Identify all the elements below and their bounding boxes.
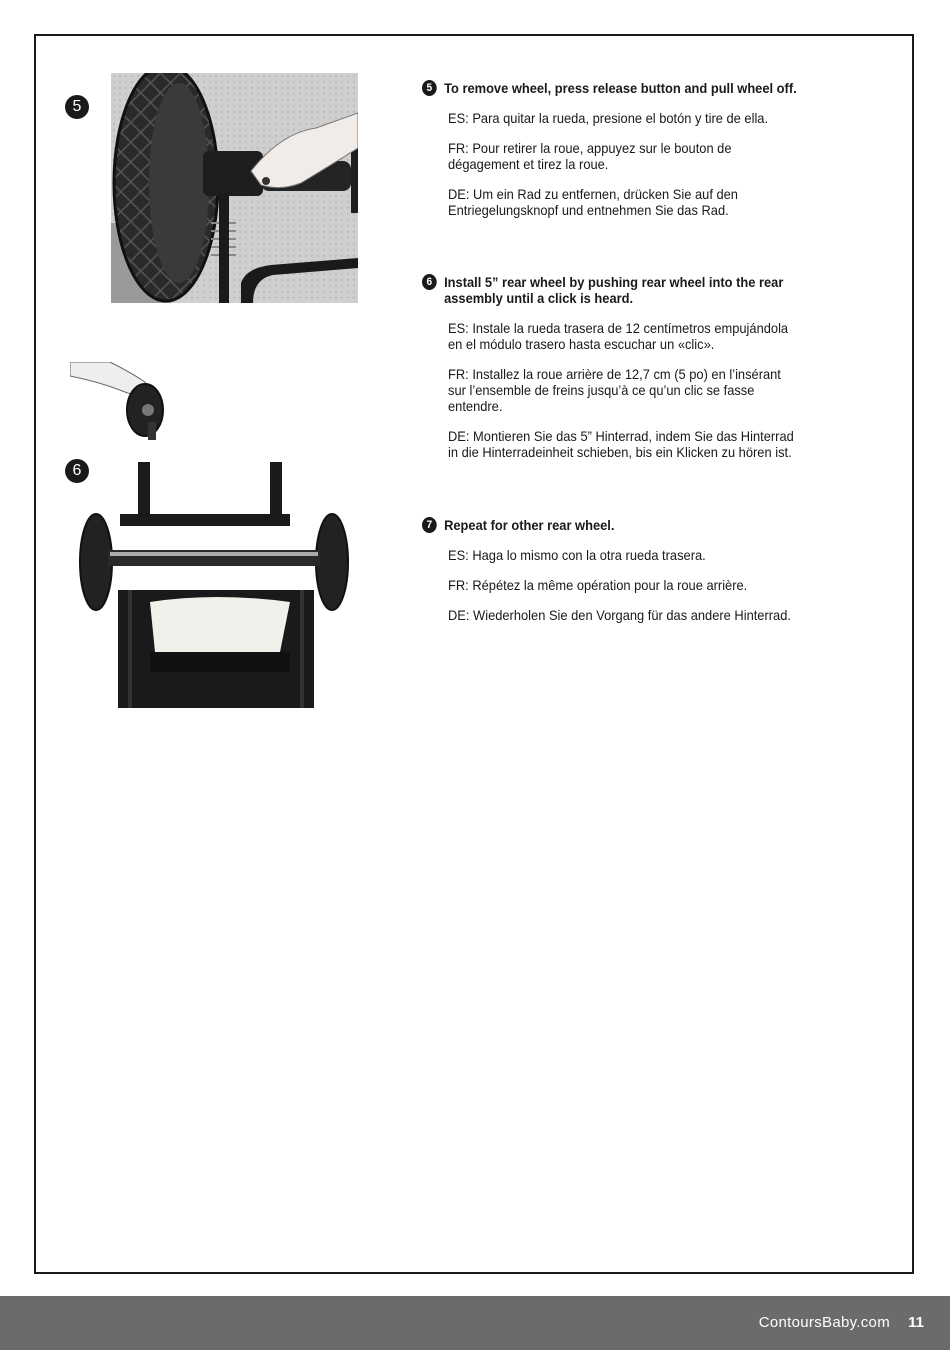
step-7-number: 7 (422, 517, 437, 533)
step-7-title: Repeat for other rear wheel. (444, 517, 615, 533)
step-5-fr: FR: Pour retirer la roue, appuyez sur le bouton de dégagement et tirez la roue. (448, 140, 732, 172)
wheel-removal-illustration (111, 73, 358, 303)
step-6-title-row (422, 274, 799, 306)
step-6 (422, 274, 832, 474)
step-5-title-row (422, 80, 799, 96)
step-7 (422, 517, 832, 637)
step-5 (422, 80, 832, 232)
figure-6-badge: 6 (65, 459, 89, 483)
step-5-de: DE: Um ein Rad zu entfernen, drücken Sie auf den Entriegelungsknopf und entnehmen Sie das Rad. (448, 186, 738, 218)
wheel-install-photo (70, 362, 360, 708)
wheel-removal-photo (111, 73, 358, 303)
step-6-es: ES: Instale la rueda trasera de 12 centímetros empujándola en el módulo trasero hasta escuchar un «clic». (448, 320, 789, 352)
step-6-de: DE: Montieren Sie das 5” Hinterrad, indem Sie das Hinterrad in die Hinterradeinheit schieben, bis ein Klicken zu hören ist. (448, 428, 794, 460)
wheel-install-illustration (70, 362, 360, 708)
step-7-title-row (422, 517, 799, 533)
footer-page-number: 11 (908, 1314, 924, 1331)
step-7-de: DE: Wiederholen Sie den Vorgang für das andere Hinterrad. (448, 607, 791, 623)
step-5-es: ES: Para quitar la rueda, presione el botón y tire de ella. (448, 110, 769, 126)
step-7-es: ES: Haga lo mismo con la otra rueda trasera. (448, 547, 706, 563)
step-5-number: 5 (422, 80, 437, 96)
step-7-fr: FR: Répétez la même opération pour la roue arrière. (448, 577, 748, 593)
step-6-fr: FR: Installez la roue arrière de 12,7 cm (5 po) en l’insérant sur l’ensemble de freins jusqu’à ce qu’un clic se fasse entendre. (448, 366, 781, 414)
step-6-title: Install 5” rear wheel by pushing rear wheel into the rear assembly until a click is heard. (444, 274, 784, 306)
page-footer (0, 1296, 950, 1350)
step-6-number: 6 (422, 274, 437, 290)
figure-5-badge: 5 (65, 95, 89, 119)
footer-website: ContoursBaby.com (758, 1314, 890, 1331)
step-5-title: To remove wheel, press release button and pull wheel off. (444, 80, 797, 96)
